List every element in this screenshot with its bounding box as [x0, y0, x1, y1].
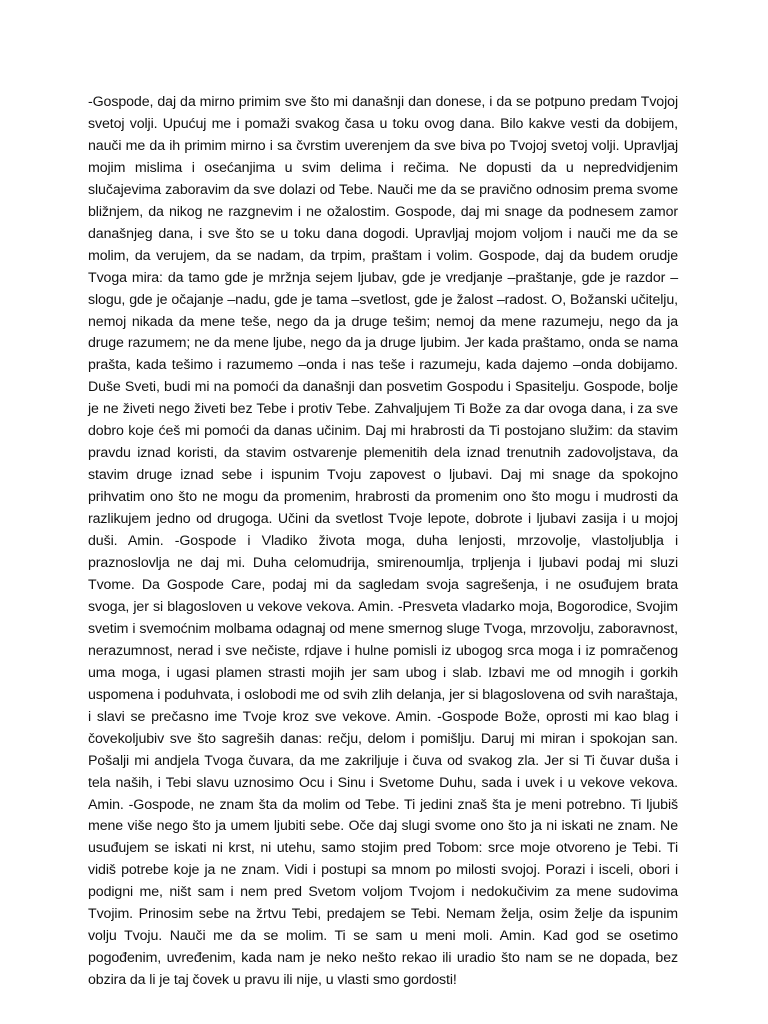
document-page	[88, 92, 678, 992]
document-body-text: -Gospode, daj da mirno primim sve što mi današnji dan donese, i da se potpuno predam Tvojoj svetoj volji. Upućuj me i pomaži svakog časa u toku ovog dana. Bilo kakve vesti da dobijem, nauči me da ih primim mirno i sa čvrstim uverenjem da sve biva po Tvojoj svetoj volji. Upravljaj mojim mislima i osećanjima u svim delima i rečima. Ne dopusti da u nepredvidjenim slučajevima zaboravim da sve dolazi od Tebe. Nauči me da se pravično odnosim prema svome bližnjem, da nikog ne razgnevim i ne ožalostim. Gospode, daj mi snage da podnesem zamor današnjeg dana, i sve što se u toku dana dogodi. Upravljaj mojom voljom i nauči me da se molim, da verujem, da se nadam, da trpim, praštam i volim. Gospode, daj da budem orudje Tvoga mira: da tamo gde je mržnja sejem ljubav, gde je vredjanje –praštanje, gde je razdor –slogu, gde je očajanje –nadu, gde je tama –svetlost, gde je žalost –radost. O, Božanski učitelju, nemoj nikada da mene teše, nego da ja druge tešim; nemoj da mene razumeju, nego da ja druge razumem; ne da mene ljube, nego da ja druge ljubim. Jer kada praštamo, onda se nama prašta, kada tešimo i razumemo –onda i nas teše i razumeju, kada dajemo –onda dobijamo. Duše Sveti, budi mi na pomoći da današnji dan posvetim Gospodu i Spasitelju. Gospode, bolje je ne živeti nego živeti bez Tebe i protiv Tebe. Zahvaljujem Ti Bože za dar ovoga dana, i za sve dobro koje ćeš mi pomoći da danas učinim. Daj mi hrabrosti da Ti postojano služim: da stavim pravdu iznad koristi, da stavim ostvarenje plemenitih dela iznad trenutnih zadovoljstava, da stavim druge iznad sebe i ispunim Tvoju zapovest o ljubavi. Daj mi snage da spokojno prihvatim ono što ne mogu da promenim, hrabrosti da promenim ono što mogu i mudrosti da razlikujem jedno od drugoga. Učini da svetlost Tvoje lepote, dobrote i ljubavi zasija i u mojoj duši. Amin. -Gospode i Vladiko života moga, duha lenjosti, mrzovolje, vlastoljublja i praznoslovlja ne daj mi. Duha celomudrija, smirenoumlja, trpljenja i ljubavi podaj mi sluzi Tvome. Da Gospode Care, podaj mi da sagledam svoja sagrešenja, i ne osuđujem brata svoga, jer si blagosloven u vekove vekova. Amin. -Presveta vladarko moja, Bogorodice, Svojim svetim i svemoćnim molbama odagnaj od mene smernog sluge Tvoga, mrzovolju, zaboravnost, nerazumnost, nerad i sve nečiste, rdjave i hulne pomisli iz ubogog srca moga i iz pomračenog uma moga, i ugasi plamen strasti mojih jer sam ubog i slab. Izbavi me od mnogih i gorkih uspomena i poduhvata, i oslobodi me od svih zlih delanja, jer si blagoslovena od svih naraštaja, i slavi se prečasno ime Tvoje kroz sve vekove. Amin. -Gospode Bože, oprosti mi kao blag i čovekoljubiv sve što sagreših danas: rečju, delom i pomišlju. Daruj mi miran i spokojan san. Pošalji mi andjela Tvoga čuvara, da me zakriljuje i čuva od svakog zla. Jer si Ti čuvar duša i tela naših, i Tebi slavu uznosimo Ocu i Sinu i Svetome Duhu, sada i uvek i u vekove vekova. Amin. -Gospode, ne znam šta da molim od Tebe. Ti jedini znaš šta je meni potrebno. Ti ljubiš mene više nego što ja umem ljubiti sebe. Oče daj slugi svome ono što ja ni iskati ne znam. Ne usuđujem se iskati ni krst, ni utehu, samo stojim pred Tobom: srce moje otvoreno je Tebi. Ti vidiš potrebe koje ja ne znam. Vidi i postupi sa mnom po milosti svojoj. Porazi i isceli, obori i podigni me, ništ sam i nem pred Svetom voljom Tvojom i nedokučivim za mene sudovima Tvojim. Prinosim sebe na žrtvu Tebi, predajem se Tebi. Nemam želja, osim želje da ispunim volju Tvoju. Nauči me da se molim. Ti se sam u meni moli. Amin. Kad god se osetimo pogođenim, uvređenim, kada nam je neko nešto rekao ili uradio što nam se ne dopada, bez obzira da li je taj čovek u pravu ili nije, u vlasti smo gordosti!	[88, 94, 678, 989]
